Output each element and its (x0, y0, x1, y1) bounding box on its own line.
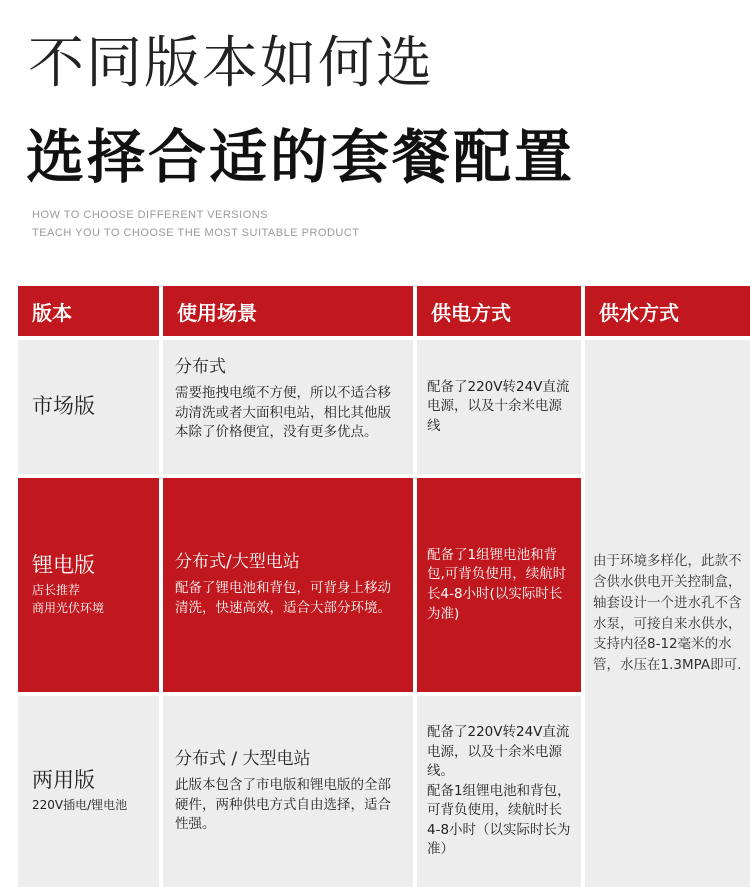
row2-power-cell (417, 478, 581, 692)
subtitle-en-1: HOW TO CHOOSE DIFFERENT VERSIONS (32, 209, 269, 221)
page-title-1: 不同版本如何选 (28, 31, 434, 96)
water-cell (585, 340, 750, 887)
row3-version-name: 两用版 (32, 768, 95, 793)
row3-scene-cell (163, 696, 413, 887)
row1-scene-desc: 需要拖拽电缆不方便，所以不适合移动清洗或者大面积电站，相比其他版本除了价格便宜，没有更多优点。 (175, 385, 391, 441)
row3-scene-desc: 此版本包含了市电版和锂电版的全部硬件，两种供电方式自由选择，适合性强。 (175, 777, 391, 833)
row2-scene-cell (163, 478, 413, 692)
row3-version-sub: 220V插电/锂电池 (32, 798, 128, 813)
row2-scene-title: 分布式/大型电站 (175, 552, 300, 573)
header-water: 供水方式 (585, 286, 750, 336)
row1-scene-title: 分布式 (175, 357, 226, 377)
row1-power-text: 配备了220V转24V直流电源，以及十余米电源线 (427, 378, 570, 434)
row1-power-cell (417, 340, 581, 474)
row1-scene-cell (163, 340, 413, 474)
row3-scene-title: 分布式 / 大型电站 (175, 749, 311, 770)
row2-scene-desc: 配备了锂电池和背包，可背身上移动清洗，快速高效，适合大部分环境。 (175, 580, 391, 617)
row2-version-cell (18, 478, 159, 692)
header-scene: 使用场景 (163, 286, 413, 336)
water-text: 由于环境多样化，此款不含供水供电开关控制盒，轴套设计一个进水孔不含水泵，可接自来水供水，支持内径8-12毫米的水管，水压在1.3MPA即可. (593, 552, 742, 674)
row3-power-text: 配备了220V转24V直流电源，以及十余米电源线。 配备1组锂电池和背包，可背负使用，续航时长4-8小时（以实际时长为准） (427, 724, 571, 858)
row3-version-cell (18, 696, 159, 887)
subtitle-en-2: TEACH YOU TO CHOOSE THE MOST SUITABLE PRODUCT (32, 227, 360, 239)
row2-power-text: 配备了1组锂电池和背包,可背负使用，续航时长4-8小时(以实际时长为准) (427, 546, 567, 622)
row3-power-cell (417, 696, 581, 887)
header-version: 版本 (18, 286, 159, 336)
row1-version-name: 市场版 (32, 394, 95, 419)
row2-version-name: 锂电版 (32, 553, 95, 578)
row2-version-sub: 店长推荐 商用光伏环境 (32, 583, 105, 615)
page-title-2: 选择合适的套餐配置 (26, 123, 576, 191)
header-power: 供电方式 (417, 286, 581, 336)
row1-version-cell (18, 340, 159, 474)
